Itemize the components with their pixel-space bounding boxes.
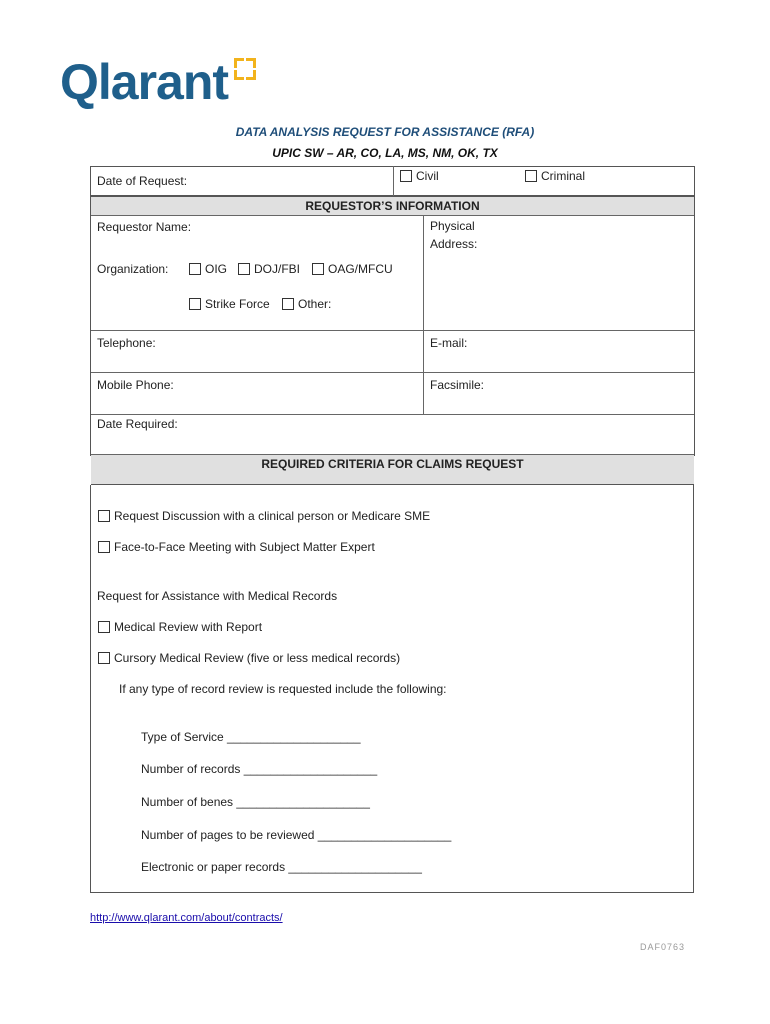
type-of-service-field[interactable]: Type of Service ____________________	[141, 730, 361, 744]
date-request-label: Date of Request:	[97, 174, 188, 188]
address-divider	[423, 216, 424, 414]
civil-checkbox[interactable]	[400, 170, 412, 182]
telephone-rule	[91, 330, 694, 331]
discussion-label: Request Discussion with a clinical person or Medicare SME	[114, 509, 431, 523]
oagmfcu-checkbox[interactable]	[312, 263, 324, 275]
meeting-label: Face-to-Face Meeting with Subject Matter Expert	[114, 540, 375, 554]
telephone-label: Telephone:	[97, 336, 156, 350]
date-request-divider	[393, 166, 394, 196]
org-strikeforce-option[interactable]	[189, 297, 270, 311]
medical-records-heading: Request for Assistance with Medical Records	[97, 589, 338, 603]
record-review-note: If any type of record review is requested include the following:	[119, 682, 447, 696]
medical-review-checkbox[interactable]	[98, 621, 110, 633]
requestor-header: REQUESTOR’S INFORMATION	[91, 197, 694, 215]
number-of-benes-field[interactable]: Number of benes ____________________	[141, 795, 370, 809]
organization-label: Organization:	[97, 262, 169, 276]
oig-label: OIG	[205, 262, 228, 276]
meeting-checkbox[interactable]	[98, 541, 110, 553]
date-required-label: Date Required:	[97, 417, 178, 431]
form-title: DATA ANALYSIS REQUEST FOR ASSISTANCE (RFA)	[235, 125, 535, 139]
form-code: DAF0763	[640, 942, 686, 952]
requestor-name-label: Requestor Name:	[97, 220, 192, 234]
cursory-review-label: Cursory Medical Review (five or less medical records)	[114, 651, 401, 665]
strikeforce-checkbox[interactable]	[189, 298, 201, 310]
address-label: Address:	[430, 237, 478, 251]
criminal-checkbox[interactable]	[525, 170, 537, 182]
criteria-discussion-option[interactable]	[98, 509, 430, 523]
requestor-header-rule	[91, 215, 694, 216]
medical-review-option[interactable]	[98, 620, 262, 634]
logo-text: Qlarant	[60, 54, 229, 110]
org-oagmfcu-option[interactable]	[312, 262, 393, 276]
other-checkbox[interactable]	[282, 298, 294, 310]
criminal-option[interactable]	[525, 169, 585, 183]
dojfbi-checkbox[interactable]	[238, 263, 250, 275]
mobile-label: Mobile Phone:	[97, 378, 174, 392]
other-label: Other:	[298, 297, 332, 311]
discussion-checkbox[interactable]	[98, 510, 110, 522]
criteria-header: REQUIRED CRITERIA FOR CLAIMS REQUEST	[91, 455, 694, 485]
number-of-pages-field[interactable]: Number of pages to be reviewed ____________________	[141, 828, 452, 842]
number-of-records-field[interactable]: Number of records ____________________	[141, 762, 378, 776]
civil-option[interactable]	[400, 169, 439, 183]
fax-label: Facsimile:	[430, 378, 485, 392]
oig-checkbox[interactable]	[189, 263, 201, 275]
cursory-review-option[interactable]	[98, 651, 400, 665]
contracts-link[interactable]: http://www.qlarant.com/about/contracts/	[90, 912, 283, 924]
records-format-field[interactable]: Electronic or paper records ____________________	[141, 860, 422, 874]
oagmfcu-label: OAG/MFCU	[328, 262, 393, 276]
criteria-meeting-option[interactable]	[98, 540, 375, 554]
email-label: E-mail:	[430, 336, 468, 350]
civil-label: Civil	[416, 169, 439, 183]
physical-label: Physical	[430, 219, 475, 233]
medical-review-label: Medical Review with Report	[114, 620, 263, 634]
org-other-option[interactable]	[282, 297, 331, 311]
org-dojfbi-option[interactable]	[238, 262, 300, 276]
date-required-rule	[91, 414, 694, 415]
cursory-review-checkbox[interactable]	[98, 652, 110, 664]
requestor-section	[90, 196, 695, 456]
dojfbi-label: DOJ/FBI	[254, 262, 301, 276]
logo-bracket-icon	[234, 58, 256, 80]
org-oig-option[interactable]	[189, 262, 227, 276]
criminal-label: Criminal	[541, 169, 586, 183]
mobile-rule	[91, 372, 694, 373]
form-subtitle: UPIC SW – AR, CO, LA, MS, NM, OK, TX	[272, 146, 498, 160]
strikeforce-label: Strike Force	[205, 297, 270, 311]
